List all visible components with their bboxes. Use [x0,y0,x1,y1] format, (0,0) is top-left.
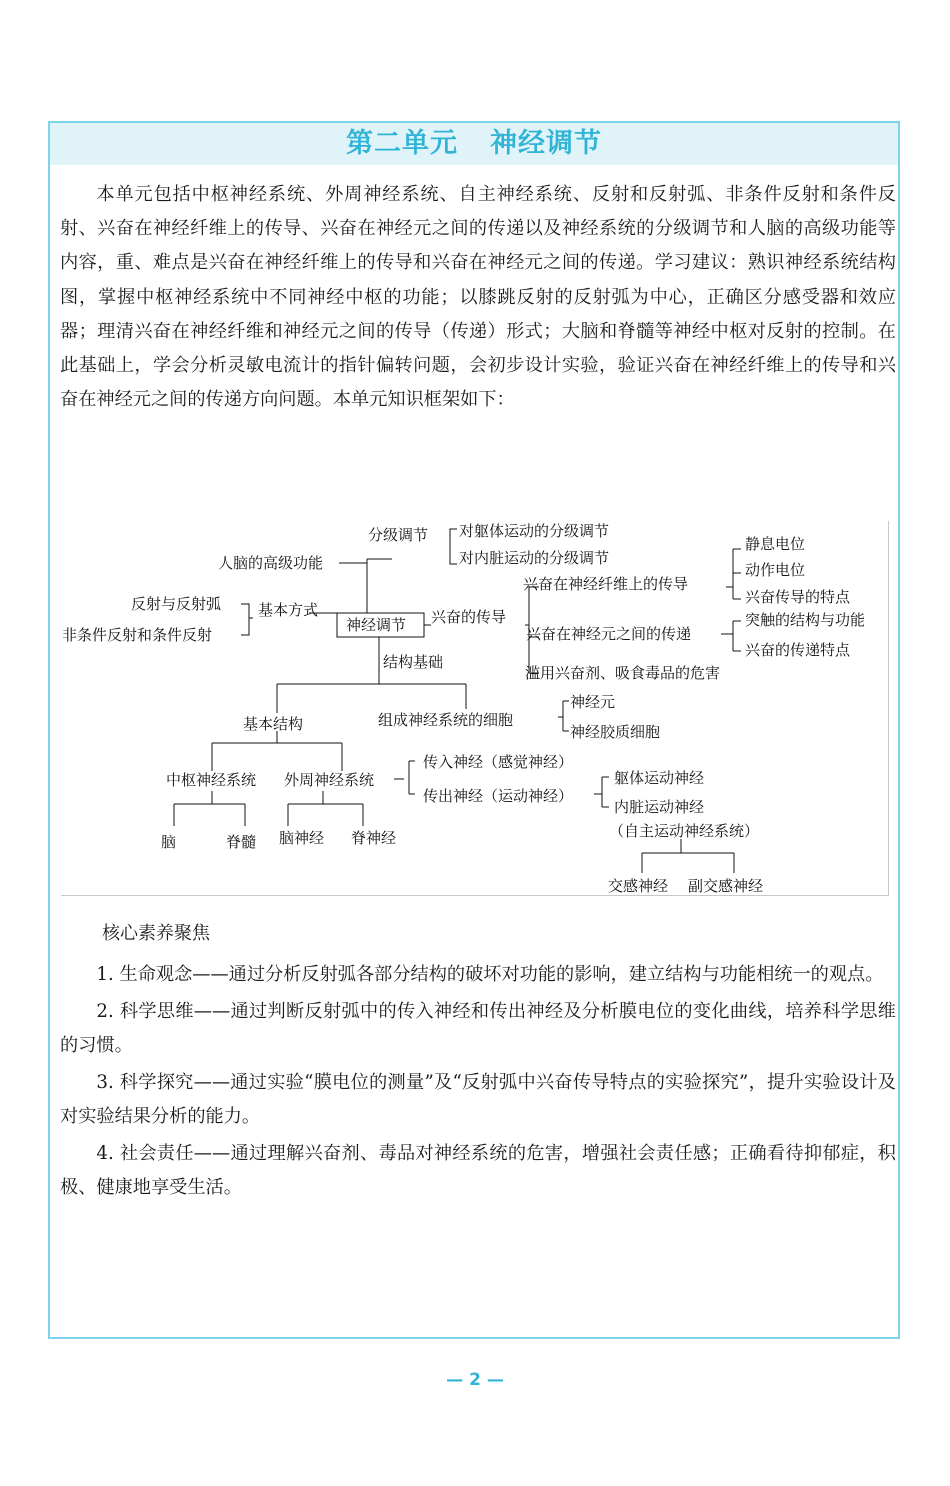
literacy-point: 1. 生命观念——通过分析反射弧各部分结构的破坏对功能的影响，建立结构与功能相统一的观点。 [96,964,884,985]
structure-basis-label: 结构基础 [383,653,444,671]
transfer-feature-label: 兴奋的传递特点 [745,641,851,659]
page-number: — 2 — [446,1370,504,1390]
higher-function-label: 人脑的高级功能 [218,554,324,572]
cns-label: 中枢神经系统 [166,771,257,789]
synapse-label: 突触的结构与功能 [745,611,866,629]
graded-label: 分级调节 [368,526,429,544]
literacy-point: 3. 科学探究——通过实验“膜电位的测量”及“反射弧中兴奋传导特点的实验探究”，提升实验设计及对实验结果分析的能力。 [60,1072,896,1127]
between-label: 兴奋在神经元之间的传递 [526,625,692,643]
graded-body-label: 对躯体运动的分级调节 [459,522,610,540]
visceral-label: 内脏运动神经 [614,798,705,816]
afferent-label: 传入神经（感觉神经） [423,753,574,771]
fiber-feature-label: 兴奋传导的特点 [745,588,851,606]
neuron-label: 神经元 [570,693,616,711]
resting-potential-label: 静息电位 [745,535,806,553]
fiber-label: 兴奋在神经纤维上的传导 [523,575,689,593]
graded-visceral-label: 对内脏运动的分级调节 [459,549,610,567]
pns-label: 外周神经系统 [284,771,375,789]
somatic-label: 躯体运动神经 [614,769,705,787]
action-potential-label: 动作电位 [745,561,806,579]
literacy-points [60,958,896,1208]
excitation-label: 兴奋的传导 [431,608,507,626]
unit-number: 第二单元 [346,128,458,159]
efferent-label: 传出神经（运动神经） [423,787,574,805]
brain-label: 脑 [161,833,177,851]
autonomic-label: （自主运动神经系统） [609,822,760,840]
glia-label: 神经胶质细胞 [570,723,661,741]
basic-mode-label: 基本方式 [258,601,319,619]
framework-svg [61,521,889,896]
literacy-point: 4. 社会责任——通过理解兴奋剂、毒品对神经系统的危害，增强社会责任感；正确看待抑郁症，积极、健康地享受生活。 [60,1143,896,1198]
root-label: 神经调节 [346,616,407,634]
spinal-nerve-label: 脊神经 [351,829,397,847]
sympathetic-label: 交感神经 [608,877,669,895]
title-bar [50,123,898,165]
unit-frame [48,121,900,1339]
knowledge-framework-diagram [61,521,889,896]
intro-paragraph: 本单元包括中枢神经系统、外周神经系统、自主神经系统、反射和反射弧、非条件反射和条件反射、兴奋在神经纤维上的传导、兴奋在神经元之间的传递以及神经系统的分级调节和人脑的高级功能等内容，重、难点是兴奋在神经纤维上的传导和兴奋在神经元之间的传递。学习建议：熟识神经系统结构图，掌握中枢神经系统中不同神经中枢的功能；以膝跳反射的反射弧为中心，正确区分感受器和效应器；理清兴奋在神经纤维和神经元之间的传导（传递）形式；大脑和脊髓等神经中枢对反射的控制。在此基础上，学会分析灵敏电流计的指针偏转问题，会初步设计实验，验证兴奋在神经纤维上的传导和兴奋在神经元之间的传递方向问题。本单元知识框架如下： [60,184,896,411]
cells-label: 组成神经系统的细胞 [378,711,514,729]
parasympathetic-label: 副交感神经 [688,877,764,895]
cranial-nerve-label: 脑神经 [279,829,325,847]
spinal-cord-label: 脊髓 [226,833,257,851]
unit-topic: 神经调节 [490,128,602,159]
literacy-heading: 核心素养聚焦 [102,923,210,944]
basic-structure-label: 基本结构 [243,715,304,733]
abuse-label: 滥用兴奋剂、吸食毒品的危害 [525,664,721,682]
reflex-types-label: 非条件反射和条件反射 [62,626,213,644]
reflex-arc-label: 反射与反射弧 [131,595,222,613]
unit-title [346,128,602,159]
literacy-point: 2. 科学思维——通过判断反射弧中的传入神经和传出神经及分析膜电位的变化曲线，培养科学思维的习惯。 [60,1001,896,1056]
